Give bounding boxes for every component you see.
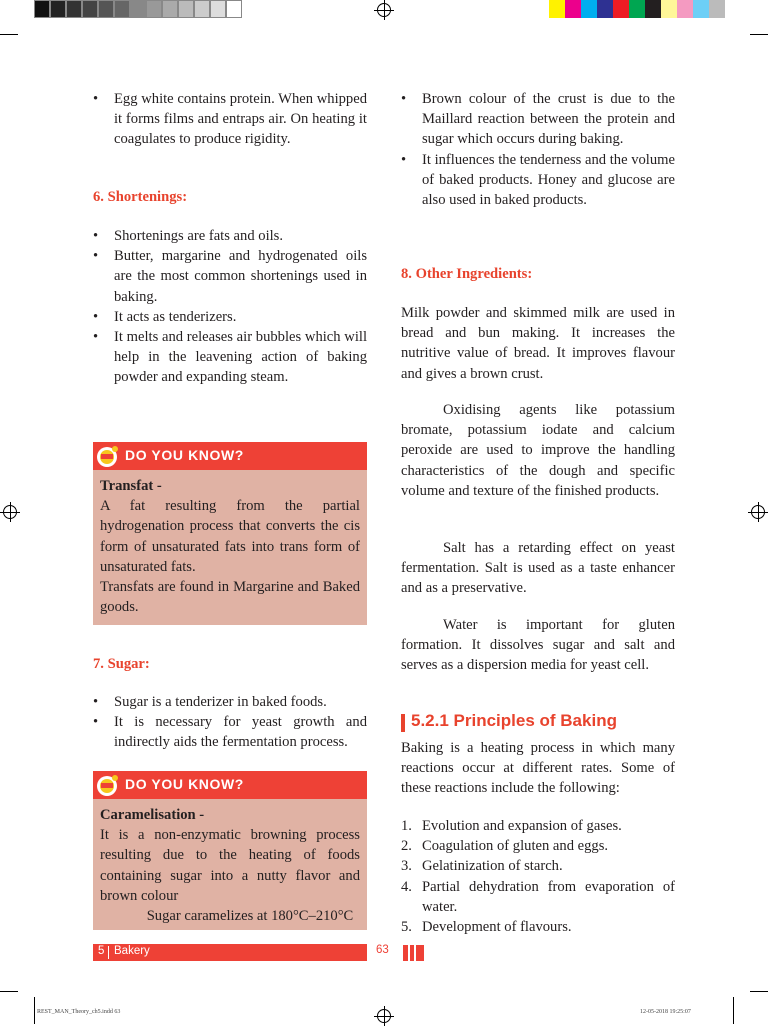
do-you-know-header xyxy=(93,442,367,470)
paragraph: Milk powder and skimmed milk are used in bread and bun making. It increases the nutritive value of bread. It improves flavour and gives a brown crust. xyxy=(401,305,675,382)
footer-chapter-bar xyxy=(93,944,367,961)
list-item: 2. Coagulation of gluten and eggs. xyxy=(401,838,609,855)
registration-mark-icon xyxy=(3,505,17,519)
chapter-number: 5 xyxy=(98,945,105,957)
list-item: 1. Evolution and expansion of gases. xyxy=(401,818,622,834)
shortenings-heading: 6. Shortenings: xyxy=(93,189,188,205)
section-marker xyxy=(401,714,405,732)
other-ingredients-heading: 8. Other Ingredients: xyxy=(401,266,533,282)
sugar-heading: 7. Sugar: xyxy=(93,656,150,672)
sugar-list xyxy=(93,692,367,753)
list-item: • Butter, margarine and hydrogenated oils are the most common shortenings used in baking. xyxy=(93,246,367,307)
box-note: Sugar caramelizes at 180°C–210°C xyxy=(146,908,354,925)
list-item: • It acts as tenderizers. xyxy=(93,307,367,327)
box-term: Transfat - xyxy=(100,478,162,494)
list-item: 3. Gelatinization of starch. xyxy=(401,858,563,875)
paragraph: Water is important for gluten formation. It dissolves sugar and salt and serves as a dispersion media for yeast cell. xyxy=(401,617,675,674)
list-item: • Brown colour of the crust is due to the Maillard reaction between the protein and sugar which occurs during baking. xyxy=(401,89,675,150)
box-text: Transfats are found in Margarine and Baked goods. xyxy=(100,579,360,616)
do-you-know-badge-icon xyxy=(95,773,121,797)
crop-mark xyxy=(733,997,734,1024)
list-item: • It influences the tenderness and the volume of baked products. Honey and glucose are also used in baked products. xyxy=(401,150,675,211)
box-term: Caramelisation - xyxy=(100,807,205,823)
do-you-know-box-caramelisation xyxy=(93,771,367,930)
do-you-know-title: DO YOU KNOW? xyxy=(125,776,244,792)
grayscale-calibration-bar xyxy=(34,0,242,18)
divider xyxy=(108,946,109,959)
do-you-know-header xyxy=(93,771,367,799)
box-text: A fat resulting from the partial hydrogenation process that converts the cis form of unsaturated fats into trans form of unsaturated fats. xyxy=(100,498,360,575)
box-text: It is a non-enzymatic browning process resulting due to the heating of foods containing sugar into a nutty flavor and brown colour xyxy=(100,827,360,904)
baking-steps-list xyxy=(401,816,675,937)
book-title: Bakery xyxy=(114,945,150,957)
do-you-know-body xyxy=(93,799,367,930)
page-number: 63 xyxy=(376,944,389,956)
crop-mark xyxy=(750,34,768,35)
shortenings-list xyxy=(93,226,367,388)
egg-white-section xyxy=(93,89,367,150)
list-item: • It melts and releases air bubbles which will help in the leavening action of baking powder and expanding steam. xyxy=(93,327,367,388)
list-item: • Sugar is a tenderizer in baked foods. xyxy=(93,692,367,712)
registration-mark-icon xyxy=(377,1009,391,1023)
slug-file-info: REST_MAN_Theory_ch5.indd 63 xyxy=(37,1009,121,1015)
list-item: 4. Partial dehydration from evaporation of water. xyxy=(401,878,675,915)
list-item: • Egg white contains protein. When whipped it forms films and entraps air. On heating it coagulates to produce rigidity. xyxy=(93,89,367,150)
do-you-know-badge-icon xyxy=(95,444,121,468)
paragraph: Oxidising agents like potassium bromate, potassium iodate and calcium peroxide are used to improve the handling characteristics of the dough and specific volume and texture of the finished products. xyxy=(401,402,675,499)
crop-mark xyxy=(34,997,35,1024)
do-you-know-title: DO YOU KNOW? xyxy=(125,447,244,463)
section-intro: Baking is a heating process in which many reactions occur at different rates. Some of these reactions include the following: xyxy=(401,740,675,797)
crop-mark xyxy=(0,991,18,992)
do-you-know-box-transfat xyxy=(93,442,367,625)
list-item: • It is necessary for yeast growth and indirectly aids the fermentation process. xyxy=(93,712,367,752)
section-heading: 5.2.1 Principles of Baking xyxy=(411,711,617,730)
crop-mark xyxy=(750,991,768,992)
maillard-list xyxy=(401,89,675,210)
list-item: • Shortenings are fats and oils. xyxy=(93,226,367,246)
registration-mark-icon xyxy=(751,505,765,519)
registration-mark-icon xyxy=(377,3,391,17)
slug-date-info: 12-05-2018 19:25:07 xyxy=(640,1009,691,1015)
color-calibration-bar xyxy=(549,0,725,18)
do-you-know-body xyxy=(93,470,367,625)
crop-mark xyxy=(0,34,18,35)
list-item: 5. Development of flavours. xyxy=(401,919,572,936)
paragraph: Salt has a retarding effect on yeast fermentation. Salt is used as a taste enhancer and as a preservative. xyxy=(401,540,675,597)
